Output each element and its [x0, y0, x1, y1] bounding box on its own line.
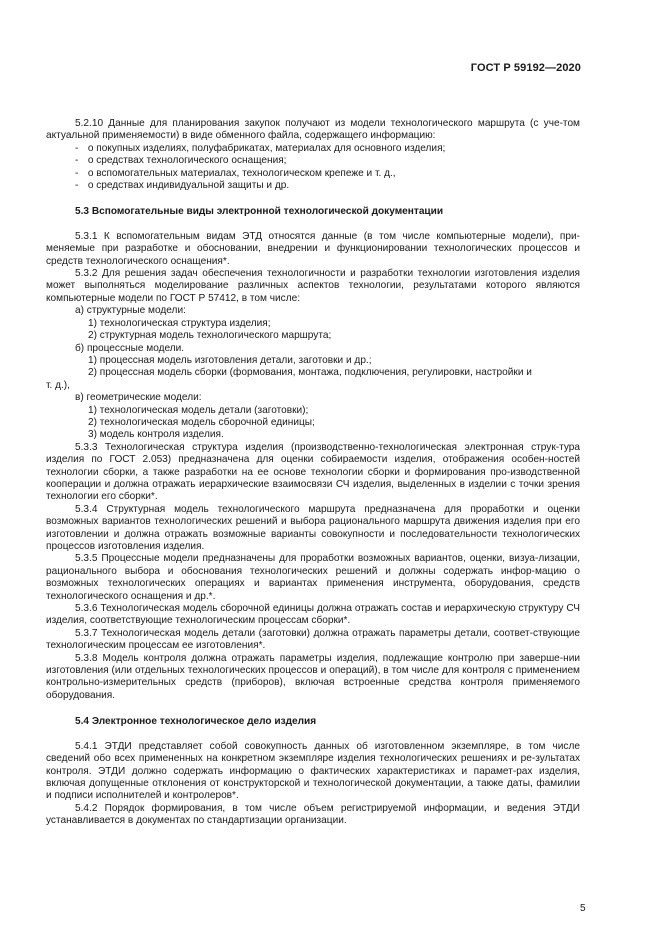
- list-item-a: а) структурные модели:: [75, 305, 186, 317]
- list-item-b-2: 2) процессная модель сборки (формования, монтажа, подключения, регулировки, настройки и: [88, 367, 532, 379]
- list-item-text: о вспомогательных материалах, технологическом крепеже и т. д.,: [87, 167, 396, 179]
- page-number: 5: [580, 903, 586, 914]
- list-item-a-2: 2) структурная модель технологического маршрута;: [88, 330, 332, 342]
- list-item: [46, 180, 580, 192]
- list-item-b-2-continuation: т. д.),: [46, 379, 70, 391]
- section-heading-5-3: 5.3 Вспомогательные виды электронной технологической документации: [75, 206, 444, 218]
- list-item: [46, 155, 580, 167]
- document-body: [46, 118, 580, 828]
- dash-marker: -: [75, 142, 79, 154]
- paragraph-5-2-10: 5.2.10 Данные для планирования закупок получают из модели технологического маршрута (с уче-том актуальной применяемости) в виде обменного файла, содержащего информацию:: [46, 118, 580, 142]
- paragraph-5-4-1: 5.4.1 ЭТДИ представляет собой совокупность данных об изготовленном экземпляре, в том числе сведений обо всех примененных на конкретном экземпляре изделия технологических решениях и ре-зультатах контроля. ЭТДИ должно содержать информацию о фактических характеристиках и парамет-рах изделия, включая допущенные отклонения от конструкторской и технологической документации, а также даты, фамилии и подписи исполнителей и контролеров*.: [46, 740, 580, 802]
- dash-marker: -: [75, 167, 79, 179]
- dash-marker: -: [75, 155, 79, 167]
- paragraph-5-3-4: 5.3.4 Структурная модель технологического маршрута предназначена для проработки и оценки возможных вариантов технологических решений и выбора рационального маршрута движения изделия при его изготовлении и должна отражать возможные варианты совокупности и последовательности технологических процессов изготовления изделия.: [46, 503, 580, 552]
- list-item-a-1: 1) технологическая структура изделия;: [88, 317, 271, 329]
- list-item: [46, 168, 580, 180]
- list-item-text: о средствах технологического оснащения;: [87, 155, 287, 167]
- paragraph-5-3-2: 5.3.2 Для решения задач обеспечения технологичности и разработки технологии изготовления изделия может выполняться моделирование различных аспектов технологии, результатами которого являются компьютерные модели по ГОСТ Р 57412, в том числе:: [46, 268, 580, 304]
- list-item-text: о средствах индивидуальной защиты и др.: [87, 180, 290, 192]
- paragraph-5-3-3: 5.3.3 Технологическая структура изделия (производственно-технологическая электронная струк-тура изделия по ГОСТ 2.053) предназначена для оценки собираемости изделия, отображения особен-ностей технологии сборки, а также разработки на ее основе технологии сборки и формирования про-изводственной кооперации и должна отражать иерархические взаимосвязи СЧ изделия, выделенных в изделии с точки зрения технологии его сборки*.: [46, 441, 580, 503]
- section-heading-5-4: 5.4 Электронное технологическое дело изделия: [75, 716, 317, 728]
- paragraph-5-3-6: 5.3.6 Технологическая модель сборочной единицы должна отражать состав и иерархическую структуру СЧ изделия, соответствующие технологическим процессам сборки*.: [46, 603, 580, 627]
- list-item-c-2: 2) технологическая модель сборочной единицы;: [88, 416, 315, 428]
- list-item-c-3: 3) модель контроля изделия.: [88, 429, 224, 441]
- list-item-c: в) геометрические модели:: [75, 392, 202, 404]
- list-item-b-1: 1) процессная модель изготовления детали, заготовки и др.;: [88, 354, 372, 366]
- list-item-c-1: 1) технологическая модель детали (заготовки);: [88, 404, 309, 416]
- document-number: ГОСТ Р 59192—2020: [470, 62, 581, 74]
- paragraph-5-3-7: 5.3.7 Технологическая модель детали (заготовки) должна отражать параметры детали, соответ-ствующие технологическим процессам ее изготовления*.: [46, 627, 580, 652]
- paragraph-5-3-8: 5.3.8 Модель контроля должна отражать параметры изделия, подлежащие контролю при заверше-нии изготовления (или отдельных технологических процессов и операций), в том числе для контроля с применением контрольно-измерительных средств (приборов), включая встроенные средства контроля применяемого оборудования.: [46, 652, 580, 701]
- paragraph-5-3-1: 5.3.1 К вспомогательным видам ЭТД относятся данные (в том числе компьютерные модели), при-меняемые при разработке и обосновании, внедрении и функционировании технологических процессов и средств технологического оснащения*.: [46, 230, 580, 267]
- list-item: [46, 143, 580, 155]
- list-item-b: б) процессные модели.: [75, 342, 185, 354]
- dash-marker: -: [75, 180, 79, 192]
- paragraph-5-4-2: 5.4.2 Порядок формирования, в том числе объем регистрируемой информации, и ведения ЭТДИ устанавливается в документах по стандартизации организации.: [46, 802, 580, 827]
- list-item-text: о покупных изделиях, полуфабрикатах, материалах для основного изделия;: [87, 142, 446, 154]
- paragraph-5-3-5: 5.3.5 Процессные модели предназначены для проработки возможных вариантов, оценки, визуа-лизации, рационального выбора и обоснования технологических решений и должны содержать инфор-мацию о возможных технологических операциях и вариантах применения инструмента, оборудования, средств технологического оснащения и др.*.: [46, 553, 580, 602]
